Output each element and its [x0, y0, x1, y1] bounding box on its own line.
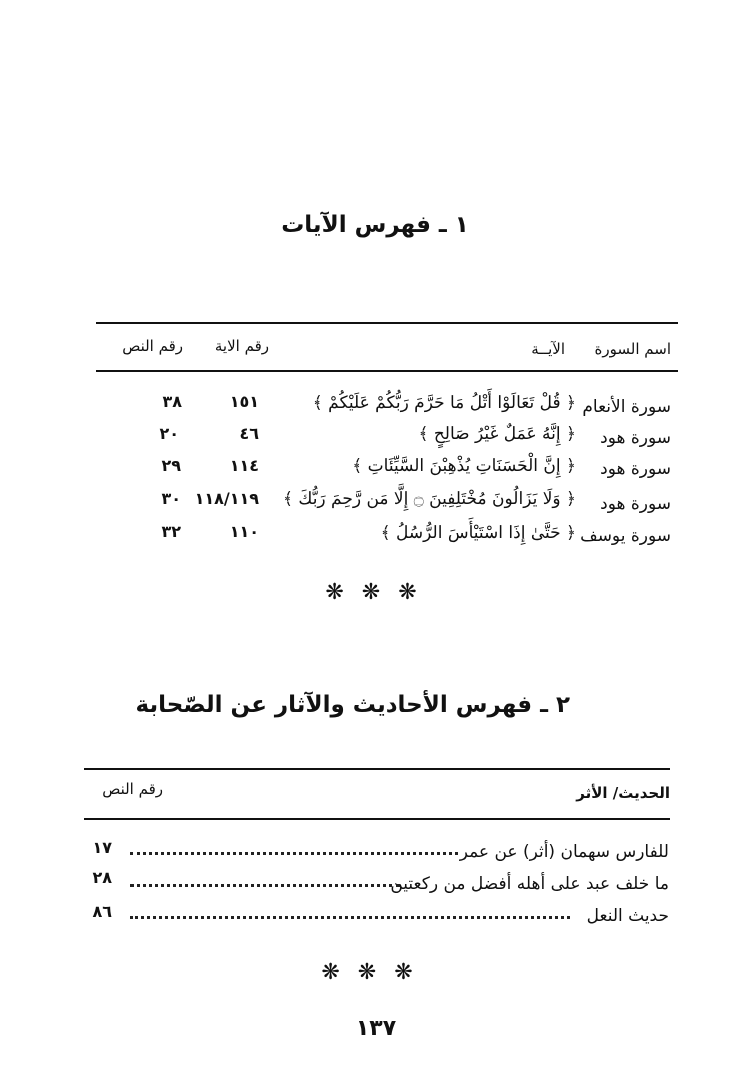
section1-title: ١ ـ فهرس الآيات — [281, 212, 469, 238]
row-text-number: ٢٠ — [159, 424, 179, 443]
hadith-text-number: ١٧ — [92, 838, 112, 857]
row-verse: ﴿ إِنَّهُ عَمَلٌ غَيْرُ صَالِحٍ ﴾ — [418, 424, 576, 444]
row-verse-number: ١١٨/١١٩ — [194, 489, 259, 508]
hadith-text-number: ٨٦ — [92, 902, 112, 921]
leader-dots — [130, 884, 400, 887]
row-text-number: ٢٩ — [161, 456, 181, 475]
header-hadith: الحديث/ الأثر — [576, 784, 670, 802]
row-surah: سورة هود — [600, 428, 671, 448]
section1-separator: ❋❋❋ — [325, 580, 435, 605]
section1-top-rule — [96, 322, 678, 324]
row-verse-number: ١١٤ — [229, 456, 259, 475]
section1-header-rule — [96, 370, 678, 372]
section2-top-rule — [84, 768, 670, 770]
row-verse: ﴿ حَتَّىٰ إِذَا اسْتَيْأَسَ الرُّسُلُ ﴾ — [380, 523, 576, 543]
section2-header-rule — [84, 818, 670, 820]
row-verse-number: ١٥١ — [229, 392, 259, 411]
hadith-text: حديث النعل — [586, 906, 669, 926]
header-surah: اسم السورة — [594, 340, 671, 358]
hadith-text-number: ٢٨ — [92, 868, 112, 887]
page-number: ١٣٧ — [355, 1016, 397, 1041]
section2-title: ٢ ـ فهرس الأحاديث والآثار عن الصّحابة — [135, 692, 570, 718]
row-text-number: ٣٨ — [162, 392, 182, 411]
row-text-number: ٣٢ — [161, 522, 181, 541]
row-verse-number: ٤٦ — [239, 424, 259, 443]
hadith-text: للفارس سهمان (أثر) عن عمر — [459, 842, 669, 862]
row-text-number: ٣٠ — [161, 489, 181, 508]
header-text-number: رقم النص — [102, 780, 163, 798]
row-surah: سورة الأنعام — [582, 397, 671, 417]
hadith-text: ما خلف عبد على أهله أفضل من ركعتين — [390, 874, 669, 894]
leader-dots — [130, 852, 458, 855]
row-surah: سورة هود — [600, 494, 671, 514]
row-verse: ﴿ وَلَا يَزَالُونَ مُخْتَلِفِينَ ۝ إِلَّا مَن رَّحِمَ رَبُّكَ ﴾ — [283, 489, 576, 509]
header-text-number: رقم النص — [122, 337, 183, 355]
header-verse-number: رقم الاية — [214, 337, 269, 355]
row-surah: سورة هود — [600, 459, 671, 479]
row-surah: سورة يوسف — [580, 526, 671, 546]
section2-separator: ❋❋❋ — [321, 960, 431, 985]
row-verse: ﴿ إِنَّ الْحَسَنَاتِ يُذْهِبْنَ السَّيِّئَاتِ ﴾ — [352, 456, 576, 476]
row-verse: ﴿ قُلْ تَعَالَوْا أَتْلُ مَا حَرَّمَ رَبُّكُمْ عَلَيْكُمْ ﴾ — [312, 393, 576, 413]
leader-dots — [130, 916, 570, 919]
header-verse: الآيــة — [531, 340, 565, 358]
row-verse-number: ١١٠ — [229, 522, 259, 541]
